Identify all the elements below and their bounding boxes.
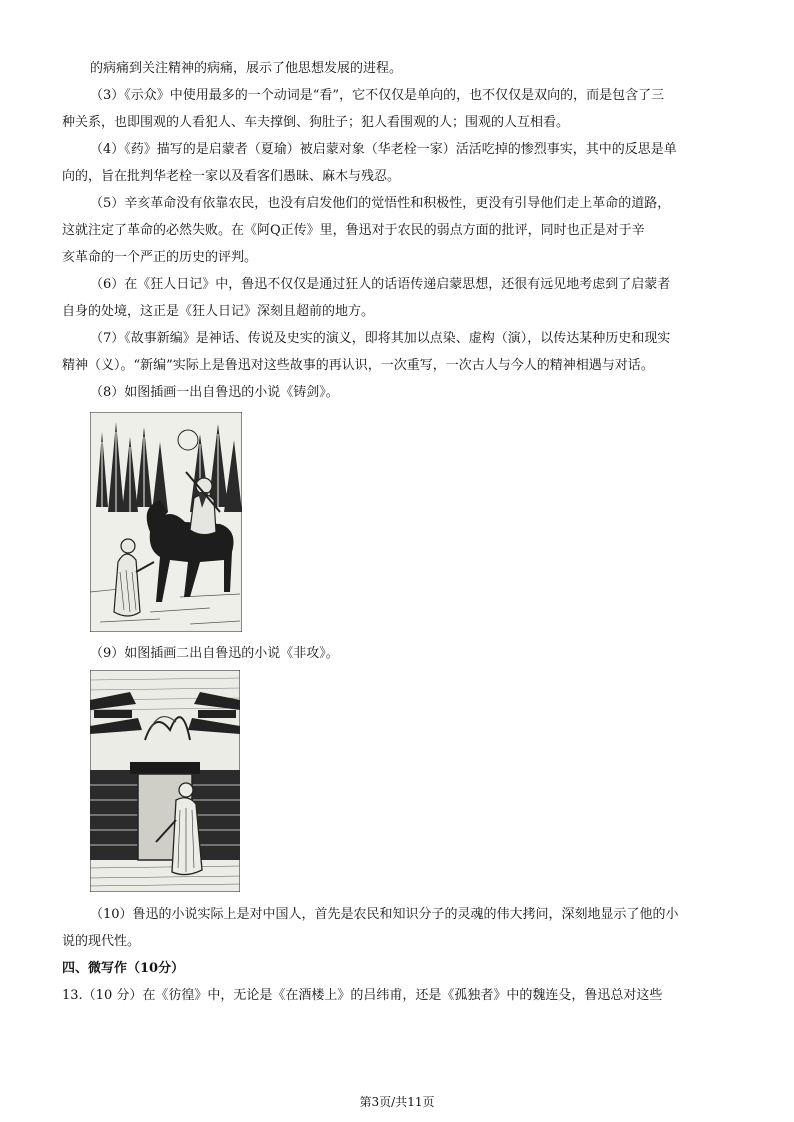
text-line-10: 自身的处境，这正是《狂人日记》深刻且超前的地方。 [62, 304, 375, 319]
text-line-14: （9）如图插画二出自鲁迅的小说《非攻》。 [90, 646, 339, 661]
text-line-9: （6）在《狂人日记》中，鲁迅不仅仅是通过狂人的话语传递启蒙思想，还很有远见地考虑到了启蒙者 [90, 277, 671, 292]
question-13: 13.（10 分）在《彷徨》中，无论是《在酒楼上》的吕纬甫，还是《孤独者》中的魏连殳，鲁迅总对这些 [62, 988, 663, 1003]
illustration-2-drawing [90, 670, 240, 892]
text-line-1: 的病痛到关注精神的病痛，展示了他思想发展的进程。 [90, 61, 403, 76]
text-line-2: （3）《示众》中使用最多的一个动词是“看”，它不仅仅是单向的，也不仅仅是双向的，而是包含了三 [90, 88, 665, 103]
text-line-15: （10）鲁迅的小说实际上是对中国人，首先是农民和知识分子的灵魂的伟大拷问，深刻地显示了他的小 [90, 907, 679, 922]
illustration-1-woodcut [90, 412, 242, 632]
text-line-11: （7）《故事新编》是神话、传说及史实的演义，即将其加以点染、虚构（演），以传达某种历史和现实 [90, 331, 671, 346]
text-line-13: （8）如图插画一出自鲁迅的小说《铸剑》。 [90, 385, 339, 400]
text-line-12: 精神（义）。“新编”实际上是鲁迅对这些故事的再认识，一次重写，一次古人与今人的精神相遇与对话。 [62, 358, 654, 373]
illustration-1-drawing [90, 412, 242, 632]
text-line-3: 种关系，也即围观的人看犯人、车夫撑倒、狗肚子；犯人看围观的人；围观的人互相看。 [62, 115, 570, 130]
text-line-8: 亥革命的一个严正的历史的评判。 [62, 250, 258, 265]
section-heading: 四、微写作（10分） [62, 961, 185, 976]
text-line-7: 这就注定了革命的必然失败。在《阿Q正传》里，鲁迅对于农民的弱点方面的批评，同时也正是对于辛 [62, 223, 645, 238]
text-line-4: （4）《药》描写的是启蒙者（夏瑜）被启蒙对象（华老栓一家）活活吃掉的惨烈事实，其中的反思是单 [90, 142, 677, 157]
page-footer: 第3页/共11页 [359, 1095, 435, 1109]
text-line-5: 向的，旨在批判华老栓一家以及看客们愚昧、麻木与残忍。 [62, 169, 401, 184]
text-line-16: 说的现代性。 [62, 934, 141, 949]
illustration-2-woodcut [90, 670, 240, 892]
text-line-6: （5）辛亥革命没有依靠农民，也没有启发他们的觉悟性和积极性，更没有引导他们走上革命的道路， [90, 196, 671, 211]
